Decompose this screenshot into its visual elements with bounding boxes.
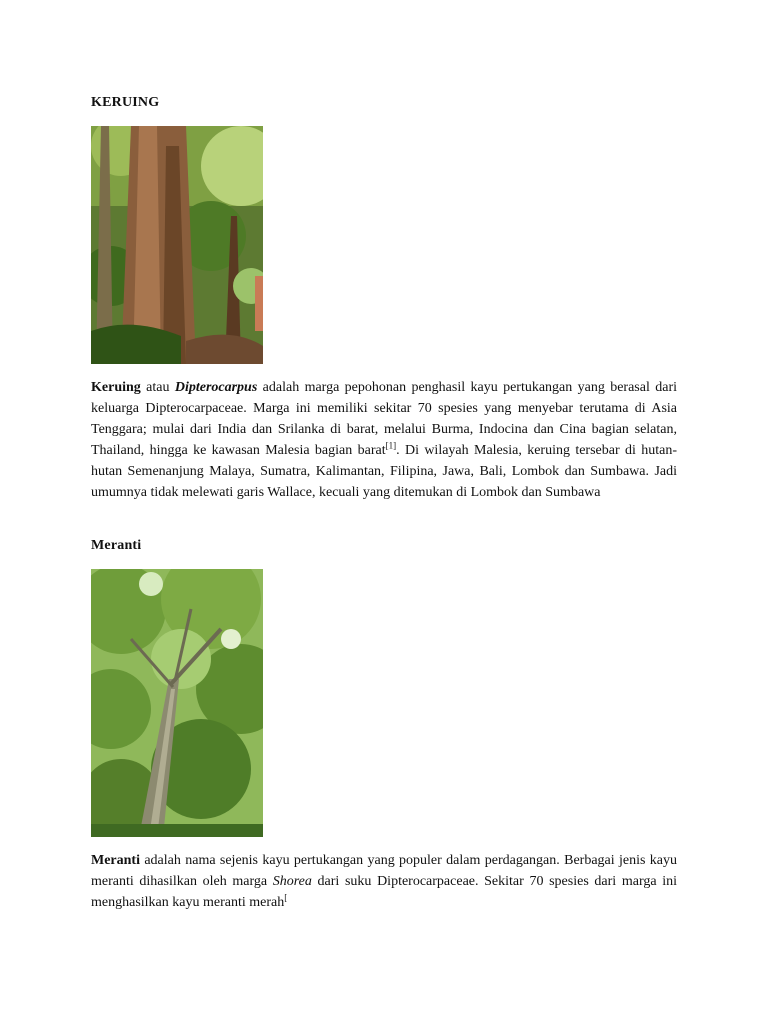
meranti-paragraph: [91, 850, 677, 913]
keruing-tree-photo: [91, 126, 263, 364]
scientific-name-shorea: Shorea: [272, 874, 312, 889]
meranti-description-continued: dari suku Dipterocarpaceae. Sekitar 70 spesies dari marga ini menghasilkan kayu meranti merah: [91, 874, 677, 910]
meranti-description: adalah nama sejenis kayu pertukangan yang populer dalam perdagangan. Berbagai jenis kayu meranti dihasilkan oleh marga: [91, 853, 677, 889]
reference-link[interactable]: [: [284, 892, 288, 903]
keruing-paragraph: [91, 377, 677, 503]
term-meranti: Meranti: [91, 853, 140, 868]
keruing-description-continued: . Di wilayah Malesia, keruing tersebar di hutan-hutan Semenanjung Malaya, Sumatra, Kalimantan, Filipina, Jawa, Bali, Lombok dan Sumbawa. Jadi umumnya tidak melewati garis Wallace, kecuali yang ditemukan di Lombok dan Sumbawa: [91, 443, 678, 500]
meranti-tree-photo: [91, 569, 263, 837]
keruing-description: adalah marga pepohonan penghasil kayu pertukangan yang berasal dari keluarga Dipterocarpaceae. Marga ini memiliki sekitar 70 spesies yang menyebar terutama di Asia Tenggara; mulai dari India dan Srilanka di barat, melalui Burma, Indocina dan Cina bagian selatan, Thailand, hingga ke kawasan Malesia bagian barat: [91, 380, 677, 458]
connector-text: atau: [140, 380, 175, 395]
section-heading-keruing: KERUING: [91, 95, 160, 110]
scientific-name-dipterocarpus: Dipterocarpus: [174, 380, 258, 395]
term-keruing: Keruing: [91, 380, 141, 395]
section-heading-meranti: Meranti: [91, 538, 142, 553]
reference-link[interactable]: [1]: [385, 440, 397, 451]
